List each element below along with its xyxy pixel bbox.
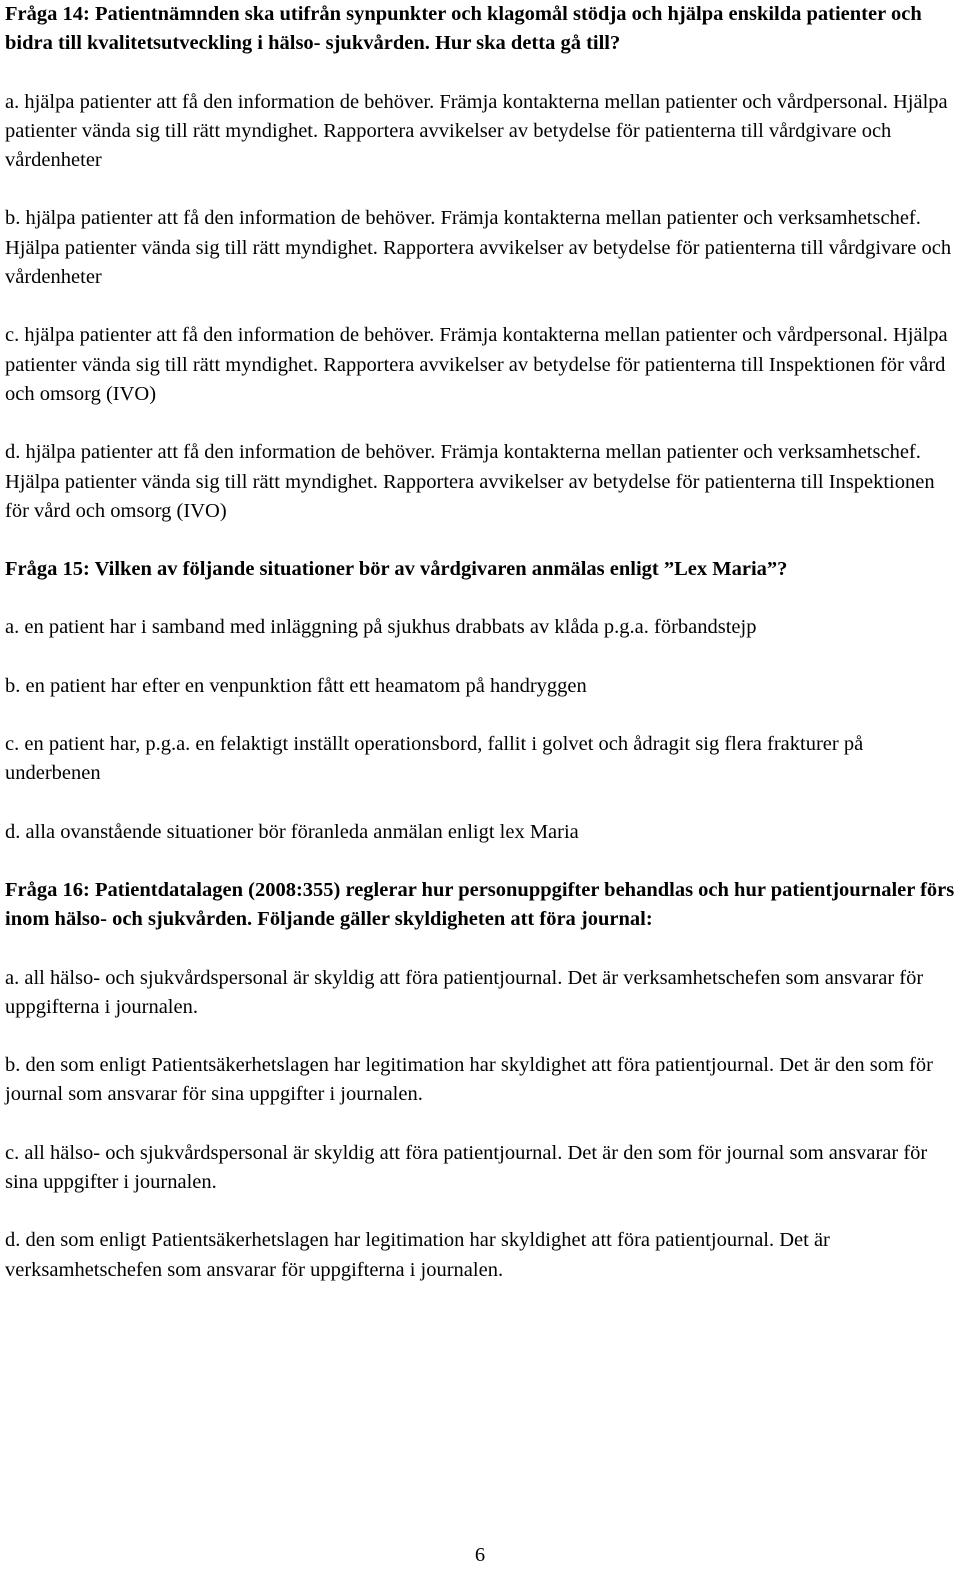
question-heading: Fråga 14: Patientnämnden ska utifrån synpunkter och klagomål stödja och hjälpa enskilda patienter och bidra till kvalitetsutveckling i hälso- sjukvården. Hur ska detta gå till? xyxy=(5,3,922,55)
question-heading: Fråga 16: Patientdatalagen (2008:355) reglerar hur personuppgifter behandlas och hur patientjournaler förs inom hälso- och sjukvården. Följande gäller skyldigheten att föra journal: xyxy=(5,878,955,931)
answer-option-d: d. alla ovanstående situationer bör föranleda anmälan enligt lex Maria xyxy=(5,820,579,843)
page-number: 6 xyxy=(474,1544,486,1566)
answer-option-a: a. en patient har i samband med inläggning på sjukhus drabbats av klåda p.g.a. förbandstejp xyxy=(5,616,757,639)
answer-option-b: b. den som enligt Patientsäkerhetslagen har legitimation har skyldighet att föra patientjournal. Det är den som för journal som ansvarar för sina uppgifter i journalen. xyxy=(5,1054,933,1106)
answer-option-c: c. en patient har, p.g.a. en felaktigt inställt operationsbord, fallit i golvet och ådragit sig flera frakturer på underbenen xyxy=(5,733,864,785)
answer-option-d: d. hjälpa patienter att få den information de behöver. Främja kontakterna mellan patienter och verksamhetschef. Hjälpa patienter vända sig till rätt myndighet. Rapportera avvikelser av betydelse för patienterna till Inspektionen för vård och omsorg (IVO) xyxy=(5,441,935,522)
question-16 xyxy=(5,876,957,1285)
question-14 xyxy=(5,0,957,526)
answer-option-d: d. den som enligt Patientsäkerhetslagen har legitimation har skyldighet att föra patientjournal. Det är verksamhetschefen som ansvarar för uppgifterna i journalen. xyxy=(5,1229,830,1281)
answer-option-a: a. all hälso- och sjukvårdspersonal är skyldig att föra patientjournal. Det är verksamhetschefen som ansvarar för uppgifterna i journalen. xyxy=(5,966,924,1018)
answer-option-a: a. hjälpa patienter att få den information de behöver. Främja kontakterna mellan patienter och vårdpersonal. Hjälpa patienter vända sig till rätt myndighet. Rapportera avvikelser av betydelse för patienterna till vårdgivare och vårdenheter xyxy=(5,90,948,172)
answer-option-b: b. hjälpa patienter att få den information de behöver. Främja kontakterna mellan patienter och verksamhetschef. Hjälpa patienter vända sig till rätt myndighet. Rapportera avvikelser av betydelse för patienterna till vårdgivare och vårdenheter xyxy=(5,207,952,289)
question-heading: Fråga 15: Vilken av följande situationer bör av vårdgivaren anmälas enligt ”Lex Maria”? xyxy=(5,558,788,581)
answer-option-c: c. hjälpa patienter att få den information de behöver. Främja kontakterna mellan patienter och vårdpersonal. Hjälpa patienter vända sig till rätt myndighet. Rapportera avvikelser av betydelse för patienterna till Inspektionen för vård och omsorg (IVO) xyxy=(5,324,948,405)
document-page xyxy=(5,0,957,1285)
answer-option-b: b. en patient har efter en venpunktion fått ett heamatom på handryggen xyxy=(5,674,587,697)
answer-option-c: c. all hälso- och sjukvårdspersonal är skyldig att föra patientjournal. Det är den som för journal som ansvarar för sina uppgifter i journalen. xyxy=(5,1141,928,1194)
question-15 xyxy=(5,555,957,847)
